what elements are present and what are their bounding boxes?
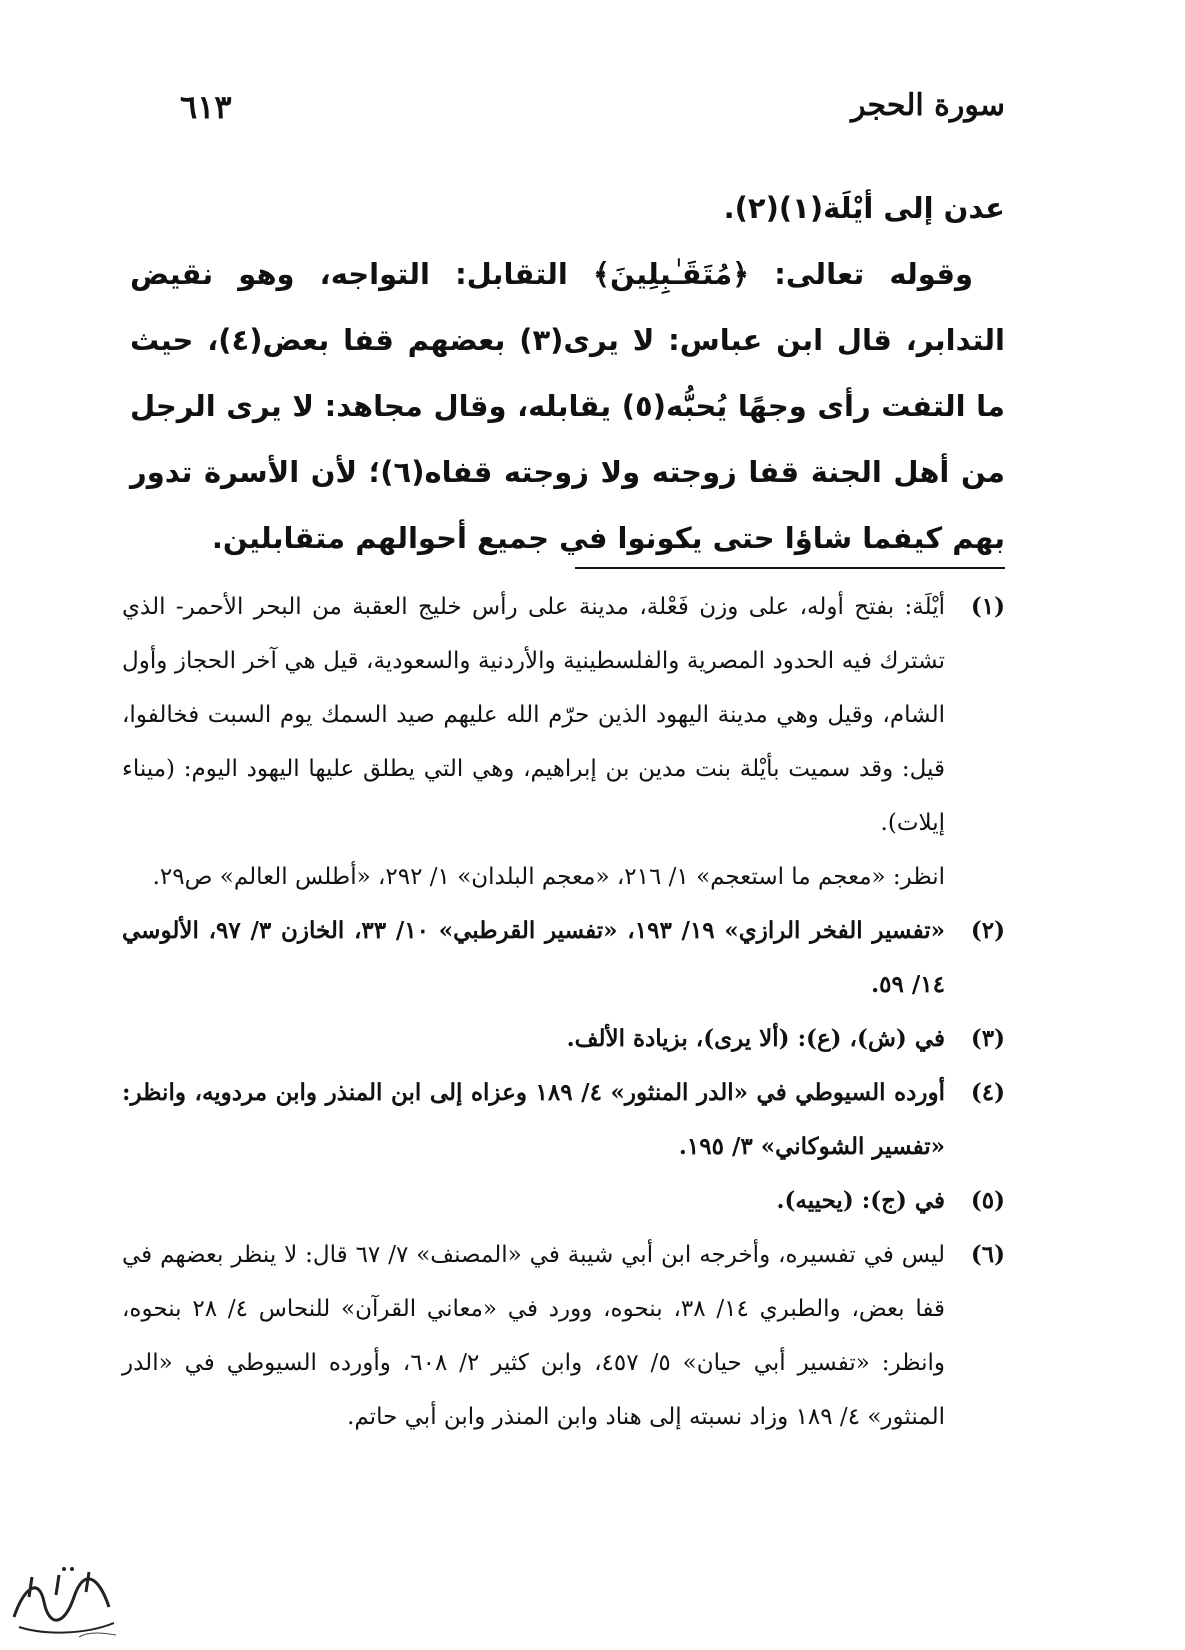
footnote-text: في (ج): (يحييه).	[776, 1187, 945, 1214]
main-text	[130, 175, 1005, 571]
library-stamp-logo	[4, 1557, 124, 1642]
footnote-text: في (ش)، (ع): (ألا يرى)، بزيادة الألف.	[566, 1025, 945, 1052]
main-paragraph-2: وقوله تعالى: ﴿مُتَقَـٰبِلِينَ﴾ التقابل: التواجه، وهو نقيض التدابر، قال ابن عباس: لا يرى(٣) بعضهم قفا بعض(٤)، حيث ما التفت رأى وجهًا يُحبُّه(٥) يقابله، وقال مجاهد: لا يرى الرجل من أهل الجنة قفا زوجته ولا زوجته قفاه(٦)؛ لأن الأسرة تدور بهم كيفما شاؤا حتى يكونوا في جميع أحوالهم متقابلين.	[130, 257, 1005, 555]
footnote-2	[122, 904, 1005, 1012]
footnote-number: (٢)	[970, 917, 1005, 944]
footnote-number: (٦)	[970, 1241, 1005, 1268]
footnote-3	[122, 1012, 1005, 1066]
footnote-6	[122, 1228, 1005, 1444]
footnote-number: (١)	[970, 593, 1005, 620]
footnote-5	[122, 1174, 1005, 1228]
footnote-text: أيْلَة: بفتح أوله، على وزن فَعْلة، مدينة على رأس خليج العقبة من البحر الأحمر- الذي تشترك فيه الحدود المصرية والفلسطينية والأردنية والسعودية، قيل هي آخر الحجاز وأول الشام، وقيل وهي مدينة اليهود الذين حرّم الله عليهم صيد السمك يوم السبت فخالفوا، قيل: وقد سميت بأيْلة بنت مدين بن إبراهيم، وهي التي يطلق عليها اليهود اليوم: (ميناء إيلات).	[122, 594, 945, 836]
running-head	[180, 88, 1005, 138]
footnote-text: أورده السيوطي في «الدر المنثور» ٤/ ١٨٩ وعزاه إلى ابن المنذر وابن مردويه، وانظر: «تفسير الشوكاني» ٣/ ١٩٥.	[122, 1079, 945, 1160]
footnotes	[122, 580, 1005, 1444]
footnote-text: ليس في تفسيره، وأخرجه ابن أبي شيبة في «المصنف» ٧/ ٦٧ قال: لا ينظر بعضهم في قفا بعض، والطبري ١٤/ ٣٨، بنحوه، وورد في «معاني القرآن» للنحاس ٤/ ٢٨ بنحوه، وانظر: «تفسير أبي حيان» ٥/ ٤٥٧، وابن كثير ٢/ ٦٠٨، وأورده السيوطي في «الدر المنثور» ٤/ ١٨٩ وزاد نسبته إلى هناد وابن المنذر وابن أبي حاتم.	[122, 1242, 946, 1430]
main-paragraph-1: عدن إلى أيْلَة(١)(٢).	[723, 191, 1005, 225]
footnote-number: (٤)	[970, 1079, 1005, 1106]
footnote-text: «تفسير الفخر الرازي» ١٩/ ١٩٣، «تفسير القرطبي» ١٠/ ٣٣، الخازن ٣/ ٩٧، الألوسي ١٤/ ٥٩.	[122, 917, 945, 998]
footnote-number: (٥)	[970, 1187, 1005, 1214]
page-number: ٦١٣	[180, 88, 232, 126]
footnote-text-continued: انظر: «معجم ما استعجم» ١/ ٢١٦، «معجم البلدان» ١/ ٢٩٢، «أطلس العالم» ص٢٩.	[152, 864, 945, 890]
footnote-number: (٣)	[970, 1025, 1005, 1052]
surah-title: سورة الحجر	[850, 88, 1005, 123]
footnote-divider	[575, 567, 1005, 569]
calligraphy-logo-icon	[4, 1557, 124, 1642]
footnote-1	[122, 580, 1005, 904]
footnote-4	[122, 1066, 1005, 1174]
